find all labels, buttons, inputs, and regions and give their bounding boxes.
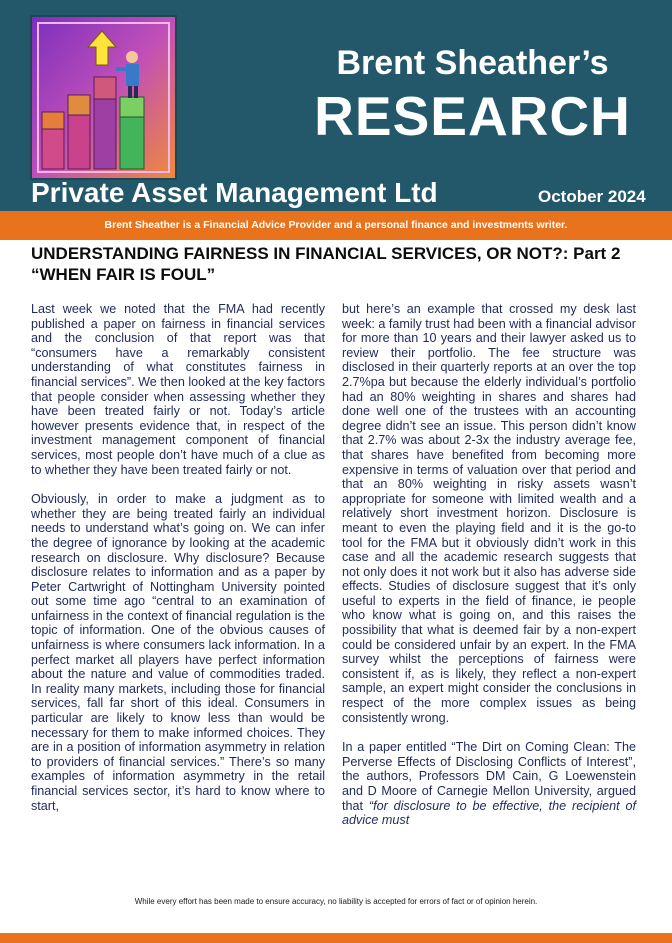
quote-fragment: “for disclosure to be effective, the recipient of advice must bbox=[342, 798, 636, 828]
disclaimer: While every effort has been made to ensure accuracy, no liability is accepted for errors of fact or of opinion herein. bbox=[134, 897, 538, 906]
tagline-bar: Brent Sheather is a Financial Advice Provider and a personal finance and investments writer. bbox=[0, 211, 672, 240]
article-title bbox=[31, 243, 651, 285]
left-column bbox=[31, 302, 325, 813]
bottom-bar bbox=[0, 933, 672, 943]
paragraph: but here’s an example that crossed my desk last week: a family trust had been with a financial advisor for more than 10 years and their lawyer asked us to review their portfolio. The fee structure was disclosed in their quarterly reports at an over the top 2.7%pa but because the elderly individual’s portfolio had an 80% weighting in shares and shares had done well one of the trustees with an accounting degree didn’t see an issue. This person didn’t know that 2.7% was about 2-3x the industry average fee, that shares have benefited from becoming more expensive in terms of valuation over that period and that an 80% weighting in risky assets wasn’t appropriate for someone with limited wealth and a relatively short investment horizon. Disclosure is meant to even the playing field and it is the go-to tool for the FMA but it obviously didn’t work in this case and all the academic research suggests that not only does it not work but it also has adverse side effects. Studies of disclosure suggest that it’s only useful to experts in the field of finance, ie people who know what is going on, and this raises the possibility that what is deemed fair by a non-expert could be considered unfair by an expert. In the FMA survey whilst the perceptions of fairness were consistent if, as is likely, they reflect a non-expert sample, an expert might consider the conclusions in respect of the more complex issues as being consistently wrong. bbox=[342, 302, 637, 725]
paragraph: Obviously, in order to make a judgment as to whether they are being treated fairly an individual needs to understand what’s going on. We can infer the degree of ignorance by looking at the academic research on disclosure. Why disclosure? Because disclosure relates to information and as a paper by Peter Cartwright of Nottingham University pointed out some time ago “central to an examination of unfairness in the context of financial regulation is the topic of information. One of the obvious causes of unfairness is where consumers lack information. In a perfect market all players have perfect information about the nature and value of commodities traded. In reality many markets, including those for financial services, fall far short of this ideal. Consumers in particular are likely to know less than would be necessary for them to make informed choices. They are in a position of information asymmetry in relation to providers of financial services.” There’s so many examples of information asymmetry in the retail financial services sector, it’s hard to know where to start, bbox=[31, 492, 325, 813]
growth-blocks-icon bbox=[30, 15, 177, 180]
research-heading: RESEARCH bbox=[314, 85, 631, 147]
masthead bbox=[0, 0, 672, 211]
paragraph: Last week we noted that the FMA had recently published a paper on fairness in financial services and the conclusion of that report was that “consumers have a remarkably consistent understanding of what constitutes fairness in financial services”. We then looked at the key factors that people consider when assessing whether they have been treated fairly or not. Today’s article however presents evidence that, in respect of the investment management component of financial services, most people don’t have much of a clue as to whether they have been treated fairly or not. bbox=[31, 302, 325, 477]
paragraph bbox=[342, 740, 636, 828]
right-column bbox=[342, 302, 636, 828]
title-line-2: “WHEN FAIR IS FOUL” bbox=[31, 265, 216, 284]
issue-date: October 2024 bbox=[538, 187, 646, 206]
brand-name: Brent Sheather’s bbox=[336, 44, 609, 82]
paragraph-text: In a paper entitled “The Dirt on Coming Clean: The Perverse Effects of Disclosing Conflicts of Interest”, the authors, Professors DM Cain, G Loewenstein and D Moore of Carnegie Mellon University, argued that bbox=[342, 740, 636, 813]
company-name: Private Asset Management Ltd bbox=[31, 177, 438, 208]
title-line-1: UNDERSTANDING FAIRNESS IN FINANCIAL SERVICES, OR NOT?: Part 2 bbox=[31, 244, 621, 263]
